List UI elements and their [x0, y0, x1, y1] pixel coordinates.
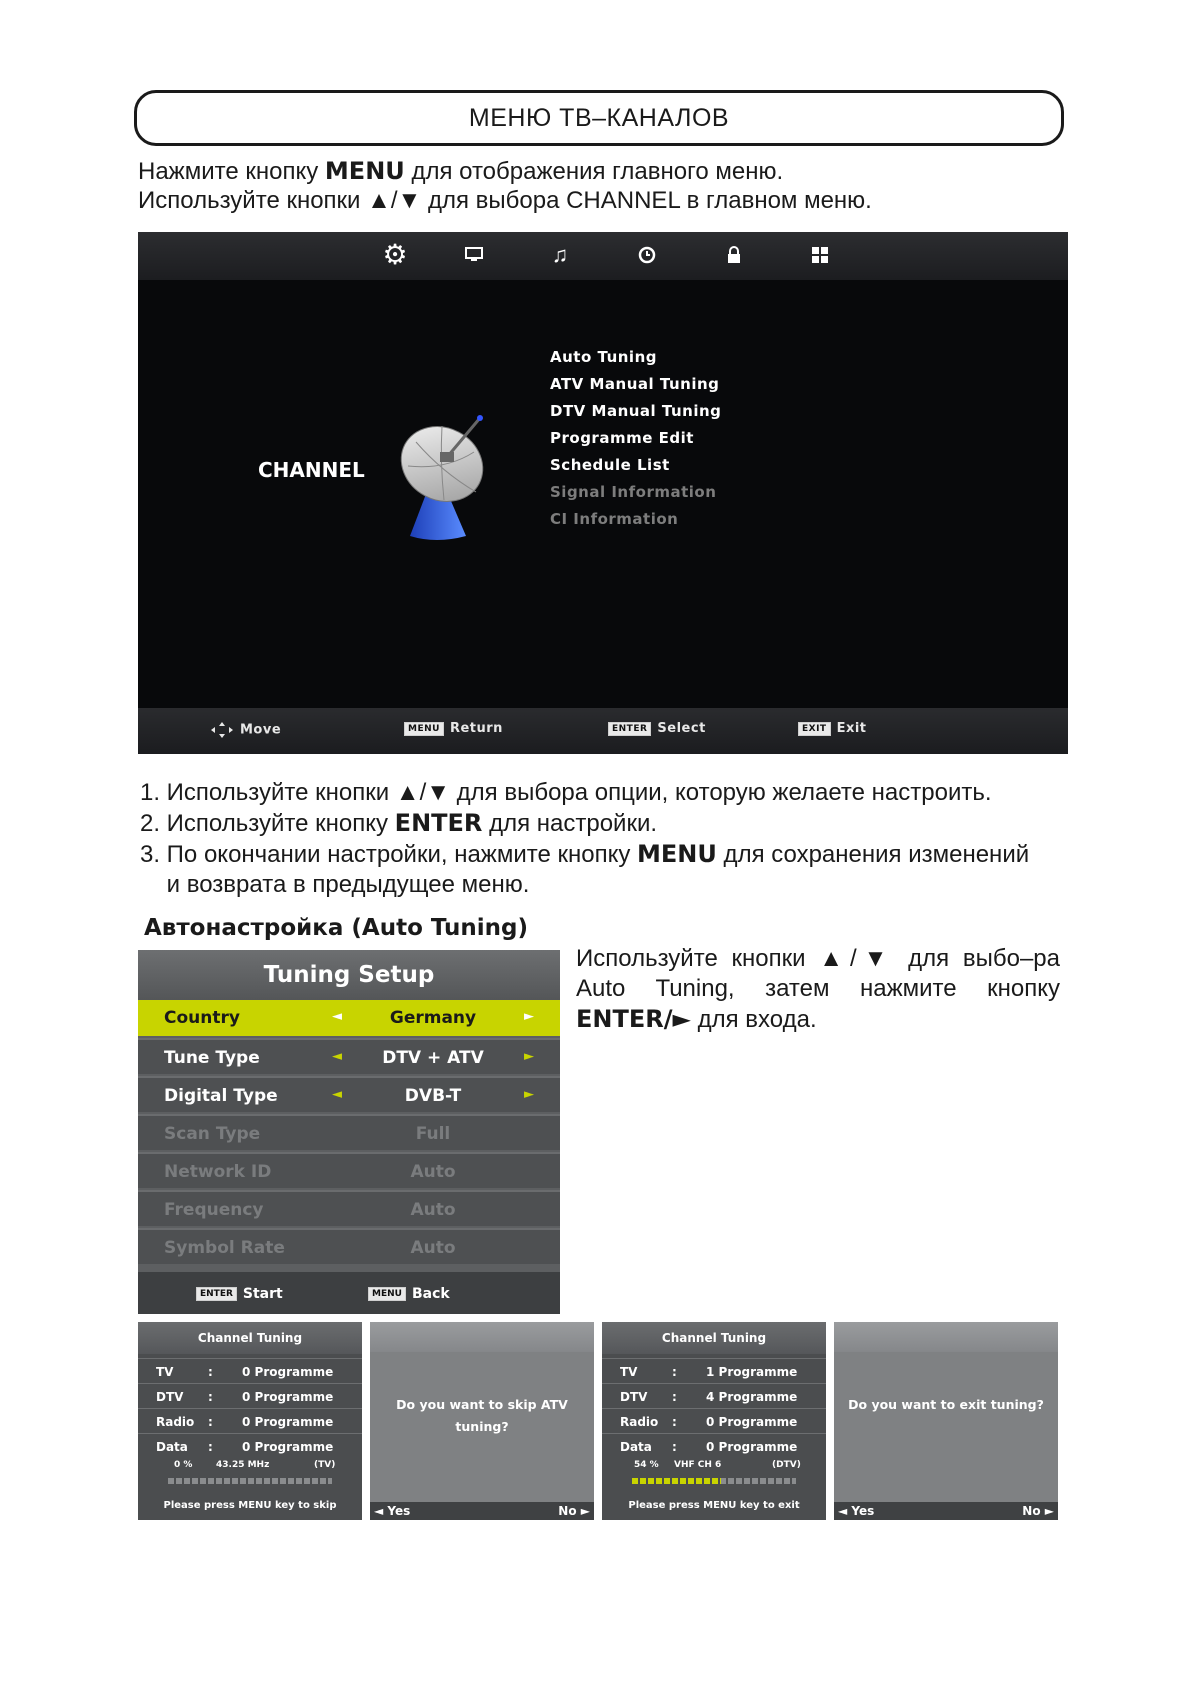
menu-item-ci-information: CI Information [550, 510, 679, 528]
row-sep: : [672, 1415, 677, 1429]
row-value: 0 Programme [242, 1365, 334, 1379]
menu-item-schedule-list[interactable]: Schedule List [550, 456, 670, 474]
section-title: МЕНЮ ТВ–КАНАЛОВ [134, 90, 1064, 146]
steps-list [140, 778, 1029, 900]
row-sep: : [208, 1440, 213, 1454]
step-text: и возврата в предыдущее меню. [140, 871, 530, 898]
dialog-question: Do you want to skip ATV tuning? [396, 1397, 568, 1434]
row-value: 0 Programme [706, 1415, 798, 1429]
row-sep: : [672, 1440, 677, 1454]
step-text: 1. Используйте кнопки ▲/▼ для выбора опции, которую желаете настроить. [140, 779, 992, 806]
left-arrow-icon[interactable]: ◄ [332, 1049, 342, 1064]
menu-item-signal-information: Signal Information [550, 483, 717, 501]
step-3 [140, 839, 1029, 870]
channel-menu-screen [138, 232, 1068, 754]
hint-label: Exit [836, 721, 867, 736]
menu-item-programme-edit[interactable]: Programme Edit [550, 429, 694, 447]
menu-hint-bar [138, 708, 1068, 754]
tuning-row-radio [138, 1408, 362, 1433]
row-value: 0 Programme [242, 1390, 334, 1404]
dialog-header [370, 1322, 594, 1352]
row-value: 0 Programme [242, 1415, 334, 1429]
row-value: Full [415, 1124, 451, 1144]
row-sep: : [208, 1365, 213, 1379]
setup-row-network-id [138, 1152, 560, 1188]
channel-tuning-title: Channel Tuning [138, 1322, 362, 1354]
row-sep: : [672, 1390, 677, 1404]
hint-move [210, 721, 281, 739]
row-label: TV [156, 1365, 174, 1379]
tuning-progress-bar [168, 1478, 332, 1484]
channel-section-label: CHANNEL [258, 458, 365, 482]
row-label: Frequency [164, 1200, 264, 1220]
tuning-row-tv [138, 1358, 362, 1383]
menu-icon-bar [138, 232, 1068, 280]
row-label: Digital Type [164, 1086, 278, 1106]
yes-option[interactable]: ◄ Yes [838, 1504, 875, 1518]
dialog-header [834, 1322, 1058, 1352]
step-text: для настройки. [482, 810, 658, 837]
step-text: 3. По окончании настройки, нажмите кнопку [140, 841, 638, 868]
channel-tuning-panel-dtv [602, 1322, 826, 1520]
row-label: Scan Type [164, 1124, 261, 1144]
no-option[interactable]: No ► [1022, 1504, 1054, 1518]
right-arrow-icon[interactable]: ► [524, 1049, 534, 1064]
menu-item-atv-manual-tuning[interactable]: ATV Manual Tuning [550, 375, 720, 393]
tuning-setup-footer [138, 1272, 560, 1314]
hint-exit [798, 721, 867, 736]
row-value: 4 Programme [706, 1390, 798, 1404]
row-value: 1 Programme [706, 1365, 798, 1379]
row-label: Data [620, 1440, 652, 1454]
step-3-continued [140, 870, 1029, 900]
auto-tuning-description [576, 944, 1060, 1035]
right-arrow-icon[interactable]: ► [524, 1009, 534, 1024]
right-arrow-icon[interactable]: ► [524, 1087, 534, 1102]
tuning-mode: (DTV) [772, 1460, 801, 1470]
menu-key-icon: MENU [404, 722, 444, 736]
enter-key-label: ENTER [394, 809, 483, 837]
navigation-arrows-icon [210, 721, 234, 739]
row-label: Tune Type [164, 1048, 260, 1068]
row-sep: : [208, 1415, 213, 1429]
tuning-setup-title: Tuning Setup [138, 950, 560, 1000]
row-sep: : [672, 1365, 677, 1379]
tuning-row-dtv [602, 1383, 826, 1408]
tuning-setup-panel [138, 950, 560, 1314]
left-arrow-icon[interactable]: ◄ [332, 1087, 342, 1102]
dialog-footer [834, 1502, 1058, 1520]
clock-icon[interactable] [632, 240, 662, 270]
enter-key-label: ENTER/► [576, 1005, 691, 1033]
intro-text: Нажмите кнопку [138, 158, 325, 185]
tuning-row-radio [602, 1408, 826, 1433]
menu-item-auto-tuning[interactable]: Auto Tuning [550, 348, 657, 366]
menu-item-dtv-manual-tuning[interactable]: DTV Manual Tuning [550, 402, 722, 420]
enter-key-icon: ENTER [608, 722, 651, 736]
progress-fill [632, 1478, 721, 1484]
row-value: Auto [410, 1238, 456, 1258]
exit-key-icon: EXIT [798, 722, 831, 736]
setup-row-country[interactable] [138, 1000, 560, 1036]
row-value: Germany [389, 1008, 477, 1028]
intro-line-2: Используйте кнопки ▲/▼ для выбора CHANNEL в главном меню. [138, 187, 872, 214]
tuning-frequency: 43.25 MHz [216, 1460, 270, 1470]
channel-tuning-title: Channel Tuning [602, 1322, 826, 1354]
tuning-note: Please press MENU key to exit [628, 1500, 800, 1511]
description-text: для входа. [690, 1006, 817, 1033]
yes-option[interactable]: ◄ Yes [374, 1504, 411, 1518]
row-value: DTV + ATV [382, 1048, 484, 1068]
step-2 [140, 808, 1029, 839]
intro-text: для отображения главного меню. [404, 158, 784, 185]
hint-label: Start [242, 1286, 283, 1302]
row-label: Radio [156, 1415, 195, 1429]
setup-row-tune-type[interactable] [138, 1038, 560, 1074]
dialog-question: Do you want to exit tuning? [848, 1397, 1044, 1412]
setup-row-digital-type[interactable] [138, 1076, 560, 1112]
row-label: DTV [156, 1390, 184, 1404]
hint-label: Select [657, 721, 706, 736]
row-label: Network ID [164, 1162, 272, 1182]
row-label: DTV [620, 1390, 648, 1404]
step-text: для сохранения изменений [716, 841, 1030, 868]
menu-key-icon: MENU [368, 1287, 406, 1301]
row-label: Country [164, 1008, 240, 1028]
music-icon[interactable]: ♫ [551, 242, 569, 267]
tuning-row-dtv [138, 1383, 362, 1408]
tuning-note: Please press MENU key to skip [163, 1500, 337, 1511]
intro-line-1 [138, 156, 783, 187]
skip-atv-dialog [370, 1322, 594, 1520]
row-label: Radio [620, 1415, 659, 1429]
left-arrow-icon[interactable]: ◄ [332, 1009, 342, 1024]
progress-percent: 0 % [174, 1460, 193, 1470]
lock-icon[interactable] [719, 240, 749, 270]
channel-tuning-panel-atv [138, 1322, 362, 1520]
row-value: Auto [410, 1162, 456, 1182]
dialog-footer [370, 1502, 594, 1520]
progress-percent: 54 % [634, 1460, 659, 1470]
satellite-dish-icon [396, 412, 496, 544]
hint-label: Move [240, 722, 282, 738]
description-text: Используйте кнопки ▲/▼ для выбо–ра Auto Tuning, затем нажмите кнопку [576, 945, 1060, 1002]
hint-start [196, 1286, 283, 1302]
enter-key-icon: ENTER [196, 1287, 237, 1301]
monitor-icon[interactable] [459, 240, 489, 270]
hint-label: Return [449, 721, 503, 736]
row-value: DVB-T [404, 1086, 462, 1106]
tuning-row-data [602, 1433, 826, 1458]
tuning-row-data [138, 1433, 362, 1458]
hint-label: Back [411, 1286, 450, 1302]
row-label: Data [156, 1440, 188, 1454]
row-sep: : [208, 1390, 213, 1404]
row-value: 0 Programme [242, 1440, 334, 1454]
grid-icon[interactable] [805, 240, 835, 270]
tuning-channel: VHF CH 6 [674, 1460, 722, 1470]
tuning-mode: (TV) [314, 1460, 336, 1470]
menu-key-label: MENU [324, 157, 405, 185]
setup-row-frequency [138, 1190, 560, 1226]
tuning-row-tv [602, 1358, 826, 1383]
row-label: Symbol Rate [164, 1238, 285, 1258]
row-value: Auto [410, 1200, 456, 1220]
channel-menu-list [550, 348, 721, 537]
auto-tuning-heading: Автонастройка (Auto Tuning) [144, 915, 529, 941]
tuning-progress-bar [632, 1478, 796, 1484]
hint-select [608, 721, 706, 736]
gear-icon[interactable]: ⚙ [382, 239, 408, 270]
no-option[interactable]: No ► [558, 1504, 590, 1518]
setup-row-scan-type [138, 1114, 560, 1150]
step-1 [140, 778, 1029, 808]
exit-tuning-dialog [834, 1322, 1058, 1520]
menu-key-label: MENU [637, 840, 717, 868]
hint-back [368, 1286, 450, 1302]
setup-row-symbol-rate [138, 1228, 560, 1264]
row-value: 0 Programme [706, 1440, 798, 1454]
hint-return [404, 721, 503, 736]
step-text: 2. Используйте кнопку [140, 810, 395, 837]
row-label: TV [620, 1365, 638, 1379]
